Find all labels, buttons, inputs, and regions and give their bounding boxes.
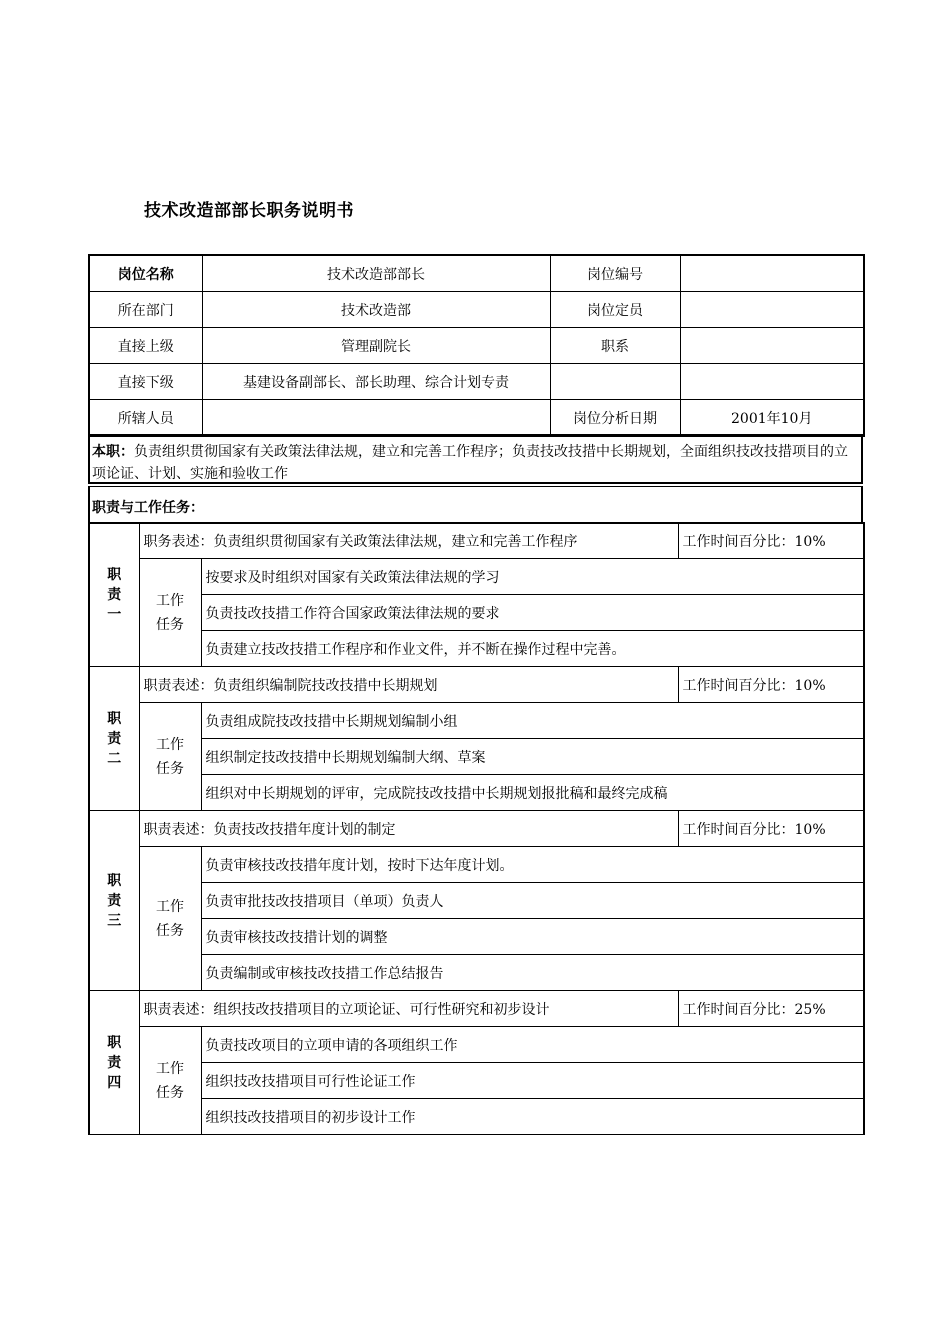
- responsibilities-header: 职责与工作任务：: [88, 486, 863, 524]
- task-row: [89, 595, 864, 631]
- task-row: [89, 883, 864, 919]
- info-row: [89, 292, 864, 328]
- duty-description: 职责表述：负责组织编制院技改技措中长期规划: [139, 667, 678, 703]
- info-value: [680, 364, 864, 400]
- task-item: 组织技改技措项目的初步设计工作: [201, 1099, 864, 1135]
- duty-description: 职务表述：负责组织贯彻国家有关政策法律法规，建立和完善工作程序: [139, 523, 678, 559]
- task-row: [89, 919, 864, 955]
- task-item: 负责建立技改技措工作程序和作业文件，并不断在操作过程中完善。: [201, 631, 864, 667]
- duty-percent: 工作时间百分比：25%: [678, 991, 864, 1027]
- task-item: 组织技改技措项目可行性论证工作: [201, 1063, 864, 1099]
- info-label: 岗位分析日期: [550, 400, 680, 437]
- info-label: 岗位名称: [89, 255, 202, 292]
- info-label: 岗位定员: [550, 292, 680, 328]
- duty-desc-row: [89, 991, 864, 1027]
- task-row: [89, 739, 864, 775]
- task-item: 负责审核技改技措年度计划，按时下达年度计划。: [201, 847, 864, 883]
- info-value: 2001年10月: [680, 400, 864, 437]
- duty-desc-row: [89, 523, 864, 559]
- duty-percent: 工作时间百分比：10%: [678, 523, 864, 559]
- info-value: 基建设备副部长、部长助理、综合计划专责: [202, 364, 550, 400]
- duty-desc-row: [89, 811, 864, 847]
- info-value: 管理副院长: [202, 328, 550, 364]
- duty-desc-row: [89, 667, 864, 703]
- task-item: 负责技改技措工作符合国家政策法律法规的要求: [201, 595, 864, 631]
- task-label: 工作 任务: [139, 1027, 201, 1135]
- duty-label: 职 责 四: [89, 991, 139, 1135]
- duty-percent: 工作时间百分比：10%: [678, 811, 864, 847]
- info-label: 直接上级: [89, 328, 202, 364]
- duty-label: 职 责 二: [89, 667, 139, 811]
- task-item: 负责组成院技改技措中长期规划编制小组: [201, 703, 864, 739]
- task-item: 负责审批技改技措项目（单项）负责人: [201, 883, 864, 919]
- duty-description: 职责表述：组织技改技措项目的立项论证、可行性研究和初步设计: [139, 991, 678, 1027]
- duty-description: 职责表述：负责技改技措年度计划的制定: [139, 811, 678, 847]
- task-row: [89, 703, 864, 739]
- task-item: 负责技改项目的立项申请的各项组织工作: [201, 1027, 864, 1063]
- task-row: [89, 955, 864, 991]
- summary-text: 负责组织贯彻国家有关政策法律法规，建立和完善工作程序；负责技改技措中长期规划，全面组织技改技措项目的立项论证、计划、实施和验收工作: [92, 444, 848, 482]
- duty-label: 职 责 三: [89, 811, 139, 991]
- duty-table: [88, 522, 865, 667]
- info-row: [89, 400, 864, 437]
- task-label: 工作 任务: [139, 703, 201, 811]
- task-row: [89, 847, 864, 883]
- task-row: [89, 775, 864, 811]
- info-value: [680, 328, 864, 364]
- info-label: 岗位编号: [550, 255, 680, 292]
- info-label: [550, 364, 680, 400]
- position-info-table: [88, 254, 865, 437]
- info-value: [680, 255, 864, 292]
- job-summary: [88, 434, 863, 484]
- task-label: 工作 任务: [139, 847, 201, 991]
- task-row: [89, 1027, 864, 1063]
- task-item: 负责审核技改技措计划的调整: [201, 919, 864, 955]
- info-label: 职系: [550, 328, 680, 364]
- info-label: 所在部门: [89, 292, 202, 328]
- task-row: [89, 631, 864, 667]
- info-row: [89, 328, 864, 364]
- info-value: [202, 400, 550, 437]
- task-item: 组织制定技改技措中长期规划编制大纲、草案: [201, 739, 864, 775]
- summary-label: 本职：: [92, 444, 134, 460]
- duty-label: 职 责 一: [89, 523, 139, 667]
- task-label: 工作 任务: [139, 559, 201, 667]
- info-row: [89, 364, 864, 400]
- info-label: 所辖人员: [89, 400, 202, 437]
- duty-table: [88, 810, 865, 991]
- task-row: [89, 559, 864, 595]
- info-value: 技术改造部部长: [202, 255, 550, 292]
- document-title: 技术改造部部长职务说明书: [144, 201, 354, 221]
- duty-percent: 工作时间百分比：10%: [678, 667, 864, 703]
- task-row: [89, 1063, 864, 1099]
- task-item: 按要求及时组织对国家有关政策法律法规的学习: [201, 559, 864, 595]
- task-item: 负责编制或审核技改技措工作总结报告: [201, 955, 864, 991]
- info-value: [680, 292, 864, 328]
- task-item: 组织对中长期规划的评审，完成院技改技措中长期规划报批稿和最终完成稿: [201, 775, 864, 811]
- info-row: [89, 255, 864, 292]
- duty-table: [88, 990, 865, 1135]
- info-label: 直接下级: [89, 364, 202, 400]
- info-value: 技术改造部: [202, 292, 550, 328]
- task-row: [89, 1099, 864, 1135]
- duty-table: [88, 666, 865, 811]
